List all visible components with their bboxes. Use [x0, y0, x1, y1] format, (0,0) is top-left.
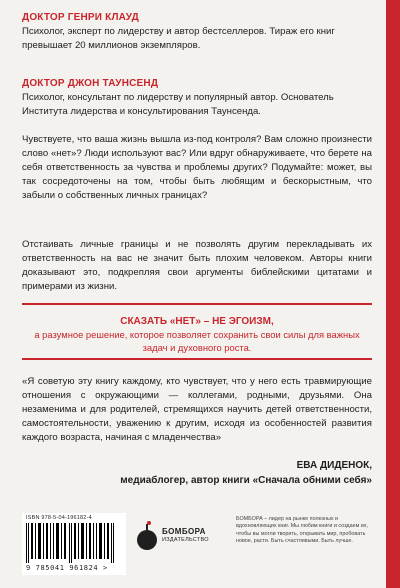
author-1-name: ДОКТОР ГЕНРИ КЛАУД [22, 12, 139, 23]
publisher-logo-icon [133, 516, 173, 556]
intro-paragraph: Чувствуете, что ваша жизнь вышла из-под контроля? Вам сложно произнести слово «нет»? Люди используют вас? Или вдруг обнаруживаете, что берете на себя ответственность за чувства и проблемы других? Подумайте: может, вы так сосредоточены на том, чтобы быть любящим и бескорыстным, что забыли о собственных личных границах? [22, 134, 372, 201]
reviewer-name: ЕВА ДИДЕНОК, [296, 460, 372, 471]
highlight-text: а разумное решение, которое позволяет сохранить свои силы для важных задач и духовного роста. [34, 329, 360, 353]
barcode-digits: 9 785041 961824 > [26, 564, 108, 572]
author-1-desc: Психолог, эксперт по лидерству и автор бестселлеров. Тираж его книг превышает 20 миллионов экземпляров. [22, 26, 335, 51]
bottom-red-rule [22, 358, 372, 360]
publisher-blurb: БОМБОРА – лидер на рынке полезных и вдохновляющих книг. Мы любим книги и создаем их, чтобы вы могли творить, открывать мир, пробовать новое, расти. Быть счастливыми. Быть лучше. [236, 516, 368, 545]
barcode-bars [26, 523, 122, 563]
highlight-block [22, 315, 372, 354]
publisher-sub: ИЗДАТЕЛЬСТВО [162, 537, 209, 543]
second-paragraph: Отстаивать личные границы и не позволять другим перекладывать их ответственность на вас не значит быть плохим человеком. Авторы книги доказывают это, подкрепляя свои аргументы библейскими цитатами и примерами из жизни. [22, 239, 372, 292]
isbn-label: ISBN 978-5-04-196182-4 [26, 515, 92, 521]
publisher-name: БОМБОРА [162, 527, 206, 536]
review-quote: «Я советую эту книгу каждому, кто чувствует, что у него есть травмирующие отношения с окружающими — коллегами, родными, друзьями. Она незаменима и для родителей, стремящихся научить детей ответственности, самостоятельности, уважению к другим, исходя из особенностей развития каждого возраста, начиная с младенчества» [22, 376, 372, 443]
isbn-barcode [22, 513, 126, 575]
author-2-desc: Психолог, консультант по лидерству и популярный автор. Основатель Института лидерства и консультирования Таунсенда. [22, 92, 334, 117]
review-signature [120, 458, 372, 488]
top-red-rule [22, 303, 372, 305]
red-spine-bar [386, 0, 400, 588]
reviewer-role: медиаблогер, автор книги «Сначала обними себя» [120, 475, 372, 486]
author-2-name: ДОКТОР ДЖОН ТАУНСЕНД [22, 78, 159, 89]
highlight-title: СКАЗАТЬ «НЕТ» – НЕ ЭГОИЗМ, [120, 316, 274, 327]
